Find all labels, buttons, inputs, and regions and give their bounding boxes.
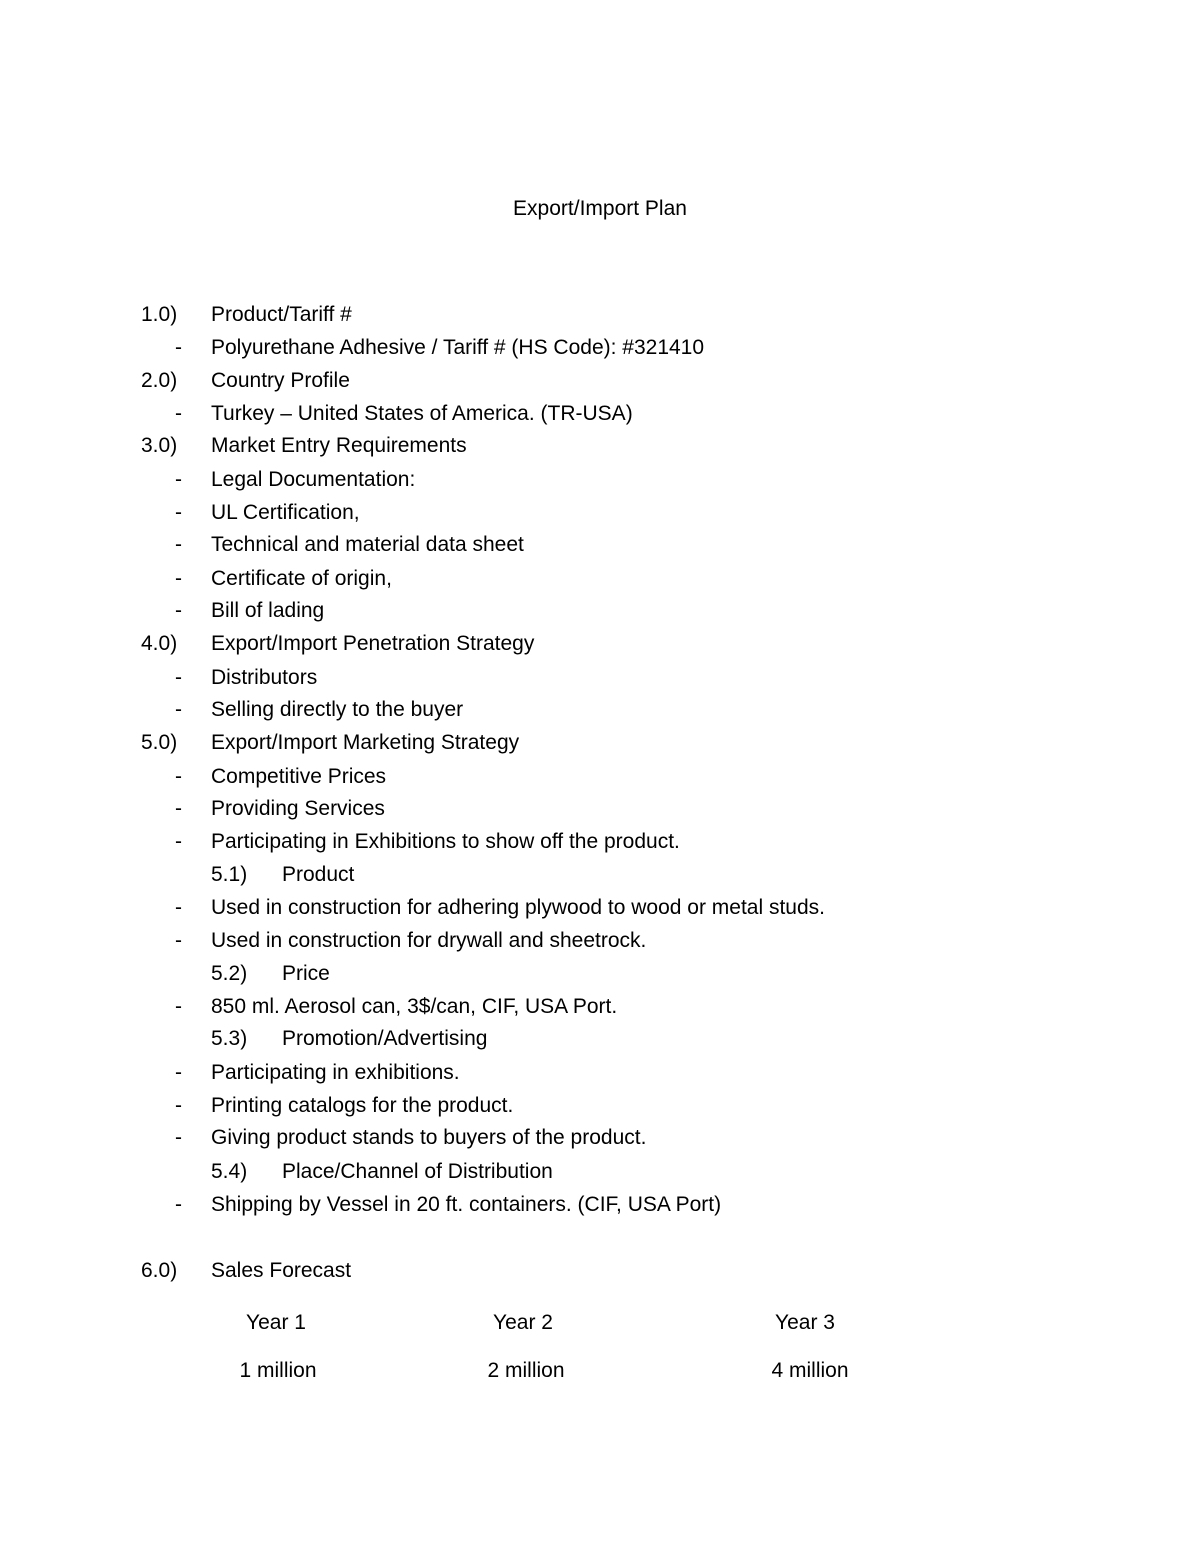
section-heading-text: Export/Import Penetration Strategy	[211, 632, 535, 655]
list-item-text: Technical and material data sheet	[211, 533, 524, 556]
bullet-dash: -	[175, 929, 182, 952]
subsection-heading-text: Product	[282, 863, 355, 886]
section-number: 4.0)	[141, 632, 178, 655]
subsection-heading-text: Price	[282, 962, 330, 985]
list-item-text: Bill of lading	[211, 599, 325, 622]
bullet-dash: -	[175, 995, 182, 1018]
bullet-dash: -	[175, 402, 182, 425]
list-item-text: UL Certification,	[211, 501, 360, 524]
document-title: Export/Import Plan	[513, 197, 687, 220]
bullet-dash: -	[175, 666, 182, 689]
bullet-dash: -	[175, 1094, 182, 1117]
subsection-number: 5.4)	[211, 1160, 248, 1183]
list-item-text: Used in construction for drywall and sheetrock.	[211, 929, 647, 952]
bullet-dash: -	[175, 1061, 182, 1084]
bullet-dash: -	[175, 501, 182, 524]
subsection-number: 5.3)	[211, 1027, 248, 1050]
section-heading-text: Product/Tariff #	[211, 303, 352, 326]
section-heading-text: Sales Forecast	[211, 1259, 352, 1282]
list-item-text: Providing Services	[211, 797, 385, 820]
list-item-text: Legal Documentation:	[211, 468, 416, 491]
bullet-dash: -	[175, 896, 182, 919]
bullet-dash: -	[175, 1126, 182, 1149]
list-item-text: Printing catalogs for the product.	[211, 1094, 514, 1117]
bullet-dash: -	[175, 830, 182, 853]
forecast-value: 4 million	[771, 1359, 849, 1382]
bullet-dash: -	[175, 797, 182, 820]
list-item-text: 850 ml. Aerosol can, 3$/can, CIF, USA Port.	[211, 995, 618, 1018]
section-number: 6.0)	[141, 1259, 178, 1282]
bullet-dash: -	[175, 533, 182, 556]
list-item-text: Participating in Exhibitions to show off the product.	[211, 830, 680, 853]
section-number: 1.0)	[141, 303, 178, 326]
bullet-dash: -	[175, 765, 182, 788]
bullet-dash: -	[175, 1193, 182, 1216]
section-heading-text: Export/Import Marketing Strategy	[211, 731, 520, 754]
bullet-dash: -	[175, 698, 182, 721]
forecast-year-header: Year 2	[493, 1311, 553, 1334]
list-item-text: Distributors	[211, 666, 318, 689]
list-item-text: Giving product stands to buyers of the product.	[211, 1126, 647, 1149]
list-item-text: Certificate of origin,	[211, 567, 392, 590]
forecast-year-header: Year 3	[775, 1311, 835, 1334]
list-item-text: Polyurethane Adhesive / Tariff # (HS Code): #321410	[211, 336, 705, 359]
section-number: 3.0)	[141, 434, 178, 457]
bullet-dash: -	[175, 567, 182, 590]
subsection-heading-text: Place/Channel of Distribution	[282, 1160, 553, 1183]
bullet-dash: -	[175, 599, 182, 622]
list-item-text: Selling directly to the buyer	[211, 698, 464, 721]
bullet-dash: -	[175, 468, 182, 491]
forecast-value: 1 million	[239, 1359, 317, 1382]
list-item-text: Turkey – United States of America. (TR-USA)	[211, 402, 633, 425]
list-item-text: Competitive Prices	[211, 765, 387, 788]
section-number: 2.0)	[141, 369, 178, 392]
forecast-value: 2 million	[487, 1359, 565, 1382]
section-heading-text: Market Entry Requirements	[211, 434, 467, 457]
subsection-number: 5.2)	[211, 962, 248, 985]
list-item-text: Participating in exhibitions.	[211, 1061, 460, 1084]
subsection-heading-text: Promotion/Advertising	[282, 1027, 488, 1050]
subsection-number: 5.1)	[211, 863, 248, 886]
list-item-text: Used in construction for adhering plywood to wood or metal studs.	[211, 896, 825, 919]
section-number: 5.0)	[141, 731, 178, 754]
section-heading-text: Country Profile	[211, 369, 350, 392]
bullet-dash: -	[175, 336, 182, 359]
list-item-text: Shipping by Vessel in 20 ft. containers. (CIF, USA Port)	[211, 1193, 722, 1216]
forecast-year-header: Year 1	[246, 1311, 306, 1334]
